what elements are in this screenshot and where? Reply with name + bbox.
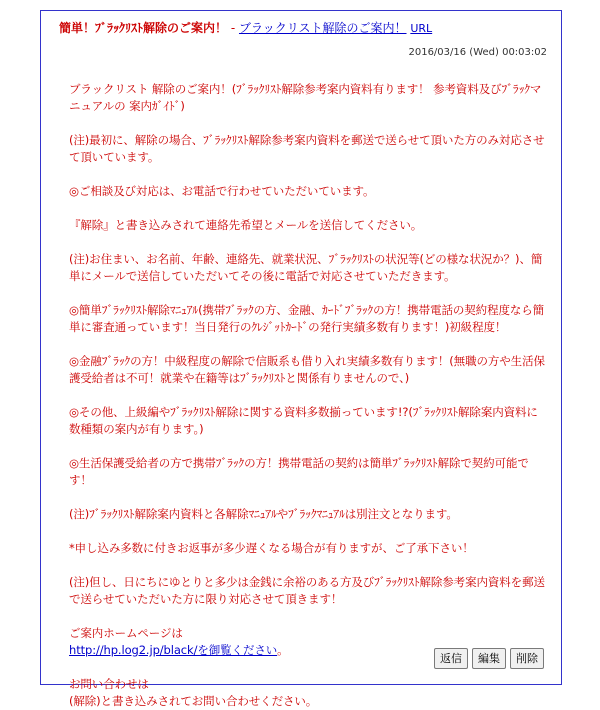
post-actions — [434, 648, 544, 669]
body-paragraph: (注)最初に、解除の場合、ﾌﾞﾗｯｸﾘｽﾄ解除参考案内資料を郵送で送らせて頂いた方のみ対応させて頂いています。 — [69, 133, 545, 164]
contact-text: (解除)と書き込みされてお問い合わせください。 — [69, 694, 318, 708]
body-paragraph: 『解除』と書き込みされて連絡先希望とメールを送信してください。 — [69, 218, 423, 232]
body-paragraph: (注)但し、日にちにゆとりと多少は金銭に余裕のある方及びﾌﾞﾗｯｸﾘｽﾄ解除参考案内資料を郵送で送らせていただいた方に限り対応させて頂きます！ — [69, 575, 545, 606]
post-body — [69, 81, 547, 710]
post-title: 簡単！ﾌﾞﾗｯｸﾘｽﾄ解除のご案内！ — [59, 21, 228, 35]
reply-button[interactable]: 返信 — [434, 648, 468, 669]
homepage-link[interactable]: http://hp.log2.jp/black/を御覧ください — [69, 643, 278, 657]
body-paragraph: *申し込み多数に付きお返事が多少遅くなる場合が有りますが、ご了承下さい！ — [69, 541, 474, 555]
body-paragraph: ◎金融ﾌﾞﾗｯｸの方！中級程度の解除で信販系も借り入れ実績多数有ります！(無職の方や生活保護受給者は不可！就業や在籍等はﾌﾞﾗｯｸﾘｽﾄと関係有りませんので、) — [69, 354, 545, 385]
body-paragraph: ◎ご相談及び対応は、お電話で行わせていただいています。 — [69, 184, 375, 198]
body-paragraph: (注)ﾌﾞﾗｯｸﾘｽﾄ解除案内資料と各解除ﾏﾆｭｱﾙやﾌﾞﾗｯｸﾏﾆｭｱﾙは別注文となります。 — [69, 507, 458, 521]
post-container — [40, 10, 562, 708]
body-paragraph: (注)お住まい、お名前、年齢、連絡先、就業状況、ﾌﾞﾗｯｸﾘｽﾄの状況等(どの様な状況か？)、簡単にメールで送信していただいてその後に電話で対応させていただきます。 — [69, 252, 543, 283]
body-paragraph: ◎簡単ﾌﾞﾗｯｸﾘｽﾄ解除ﾏﾆｭｱﾙ(携帯ﾌﾞﾗｯｸの方、金融、ｶｰﾄﾞﾌﾞﾗｯｸの方！携帯電話の契約程度なら簡単に審査通っています！当日発行のｸﾚｼﾞｯﾄｶｰﾄﾞの発行実績多数有ります！)初級程度！ — [69, 303, 545, 334]
body-paragraph: ◎その他、上級編やﾌﾞﾗｯｸﾘｽﾄ解除に関する資料多数揃っています!?(ﾌﾞﾗｯｸﾘｽﾄ解除案内資料に数種類の案内が有ります。) — [69, 405, 538, 436]
body-paragraph: ブラックリスト 解除のご案内！(ﾌﾞﾗｯｸﾘｽﾄ解除参考案内資料有ります！ 参考資料及びﾌﾞﾗｯｸマニュアルの 案内ｶﾞｲﾄﾞ) — [69, 82, 542, 113]
homepage-suffix: 。 — [277, 643, 289, 657]
post-date: 2016/03/16 (Wed) 00:03:02 — [408, 47, 547, 58]
title-link[interactable]: ブラックリスト解除のご案内！ — [238, 21, 407, 35]
url-link[interactable]: URL — [410, 22, 433, 35]
post-header — [59, 19, 551, 38]
contact-label: お問い合わせは — [69, 677, 149, 691]
delete-button[interactable]: 削除 — [510, 648, 544, 669]
edit-button[interactable]: 編集 — [472, 648, 506, 669]
homepage-label: ご案内ホームページは — [69, 626, 183, 640]
body-paragraph: ◎生活保護受給者の方で携帯ﾌﾞﾗｯｸの方！携帯電話の契約は簡単ﾌﾞﾗｯｸﾘｽﾄ解除で契約可能です！ — [69, 456, 529, 487]
title-separator: - — [227, 21, 239, 35]
